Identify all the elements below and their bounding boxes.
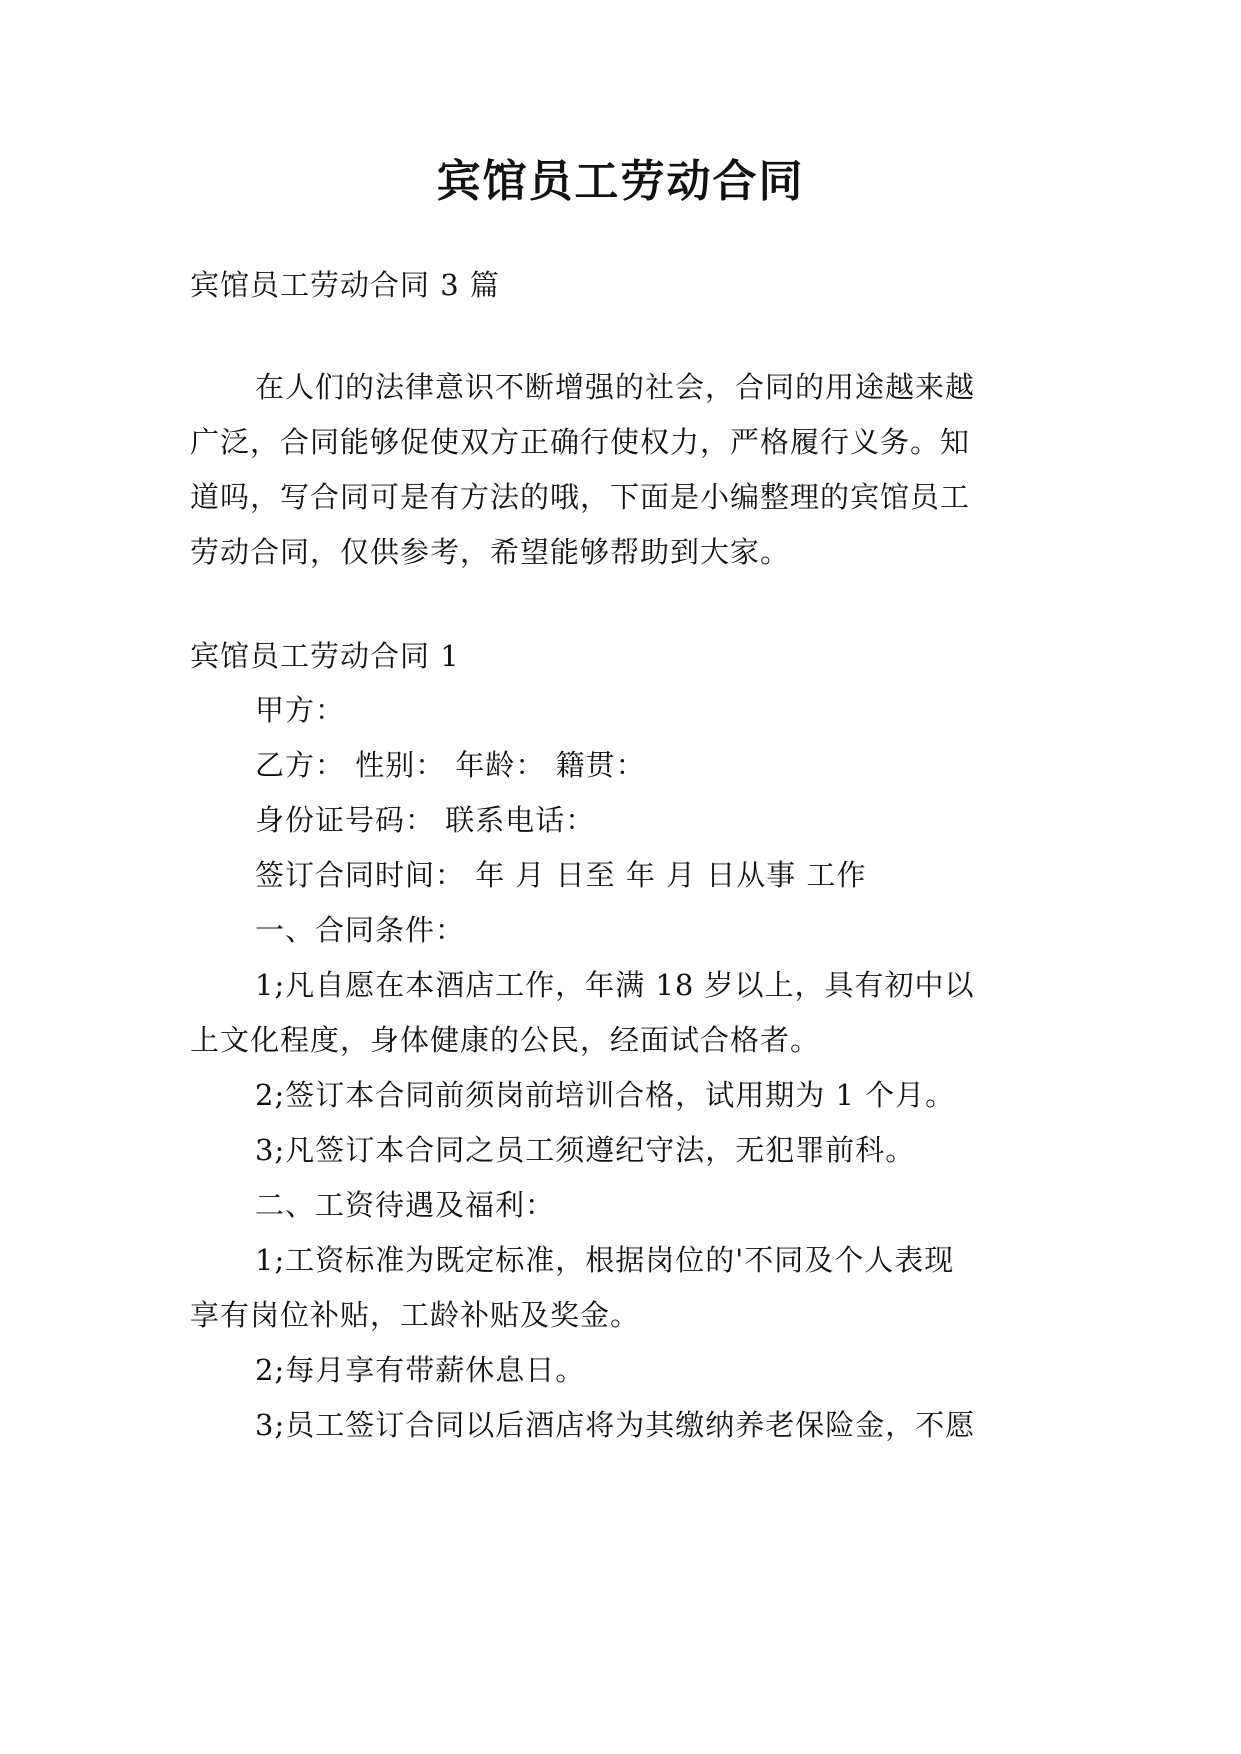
contract-time-line: 签订合同时间： 年 月 日至 年 月 日从事 工作 — [255, 858, 867, 892]
clause-line: 3;员工签订合同以后酒店将为其缴纳养老保险金，不愿 — [255, 1408, 976, 1442]
document-title: 宾馆员工劳动合同 — [436, 156, 805, 207]
subtitle-line: 宾馆员工劳动合同 3 篇 — [190, 268, 500, 302]
intro-line-1: 在人们的法律意识不断增强的社会，合同的用途越来越 — [255, 370, 976, 404]
clause-line: 2;每月享有带薪休息日。 — [255, 1353, 586, 1387]
clause-heading-2: 二、工资待遇及福利： — [255, 1188, 556, 1222]
section-heading: 宾馆员工劳动合同 1 — [190, 639, 460, 673]
intro-line-4: 劳动合同，仅供参考，希望能够帮助到大家。 — [190, 535, 791, 569]
id-phone-line: 身份证号码： 联系电话： — [255, 803, 596, 837]
clause-line: 2;签订本合同前须岗前培训合格，试用期为 1 个月。 — [255, 1078, 956, 1112]
clause-line: 享有岗位补贴，工龄补贴及奖金。 — [190, 1298, 641, 1332]
clause-line: 1;工资标准为既定标准，根据岗位的'不同及个人表现 — [255, 1243, 955, 1277]
intro-line-2: 广泛，合同能够促使双方正确行使权力，严格履行义务。知 — [190, 425, 971, 459]
party-b-line: 乙方： 性别： 年龄： 籍贯： — [255, 748, 646, 782]
intro-line-3: 道吗，写合同可是有方法的哦，下面是小编整理的宾馆员工 — [190, 480, 971, 514]
clause-heading-1: 一、合同条件： — [255, 913, 466, 947]
party-a-line: 甲方： — [255, 693, 346, 727]
clause-line: 1;凡自愿在本酒店工作，年满 18 岁以上，具有初中以 — [255, 968, 975, 1002]
clause-line: 3;凡签订本合同之员工须遵纪守法，无犯罪前科。 — [255, 1133, 916, 1167]
clause-line: 上文化程度，身体健康的公民，经面试合格者。 — [190, 1023, 821, 1057]
